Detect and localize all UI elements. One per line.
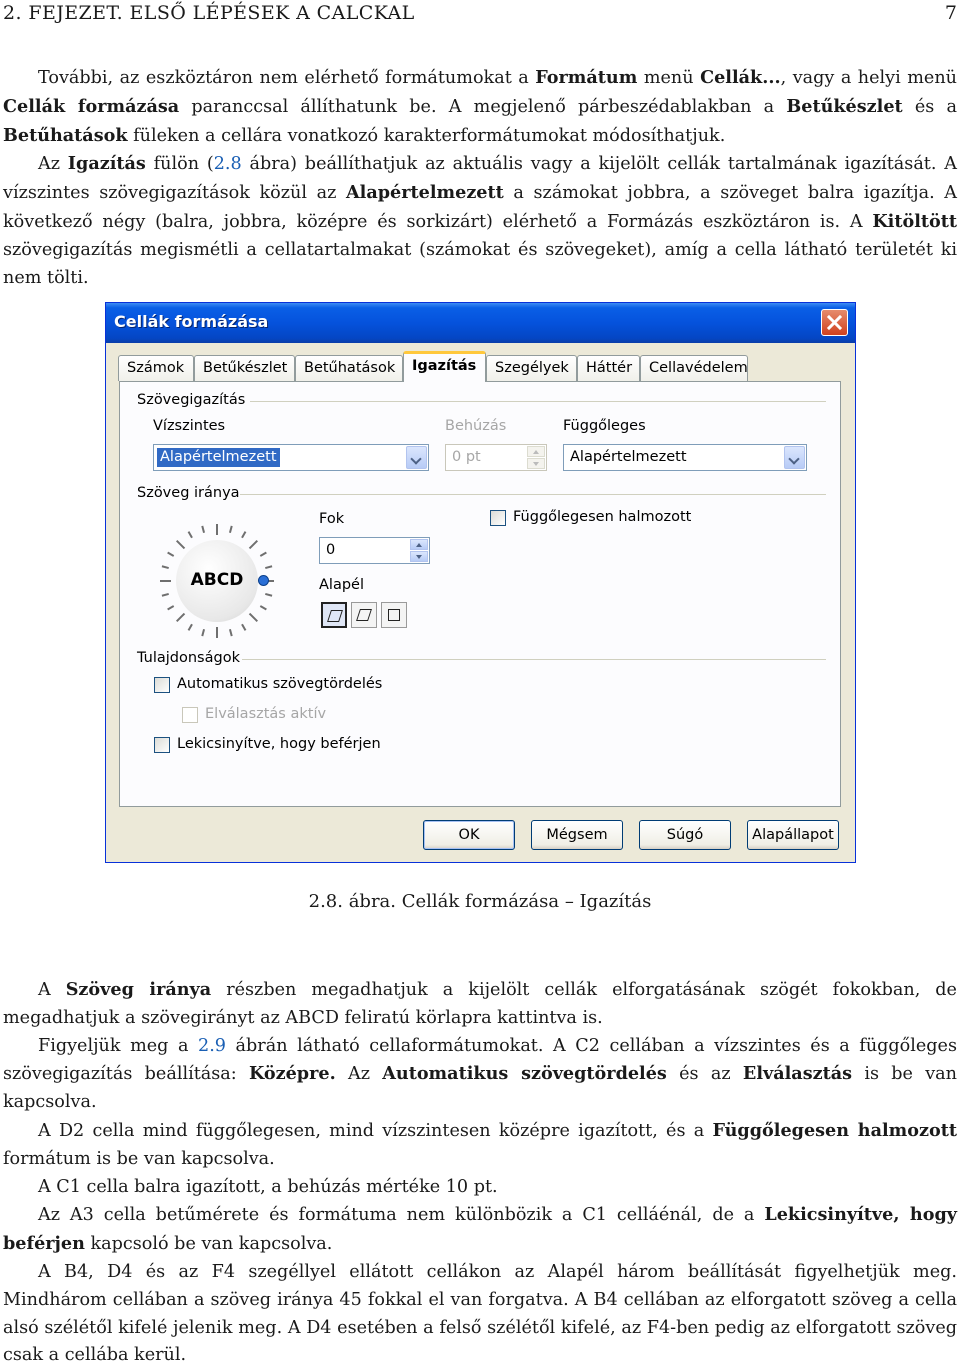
group-divider <box>240 494 826 495</box>
dial-handle[interactable] <box>258 575 269 586</box>
d2-sentence: A D2 cella mind függőlegesen, mind vízszintesen középre igazított, és a Függőlegesen halmozott formátum is be van kapcsolva. <box>3 1119 958 1169</box>
base-edge-bottom-button[interactable] <box>321 602 347 628</box>
dial-tick <box>230 526 232 533</box>
indent-value: 0 pt <box>452 449 481 465</box>
edge-bottom-icon <box>327 610 343 622</box>
tab-igazitas[interactable]: Igazítás <box>403 351 486 382</box>
dial-tick <box>189 532 193 538</box>
shrink-checkbox[interactable] <box>154 737 170 753</box>
vertical-select[interactable] <box>563 444 807 471</box>
base-edge-sentence: A B4, D4 és az F4 szegéllyel ellátott cellákon az Alapél három beállítását figyelhetjük meg. Mindhárom cellában a szöveg iránya 45 fokkal el van forgatva. A B4 cellában az elforgatott szöveg a cella alsó szélétől kifelé jelenik meg. A D4 esetében a felső szélétől kifelé, az F4-ben pedig az elforgatott szöveg csak a cellába kerül. <box>3 1261 957 1366</box>
format-cells-dialog <box>105 302 856 863</box>
dial-tick <box>260 606 266 610</box>
close-icon <box>822 310 847 335</box>
help-button[interactable]: Súgó <box>639 820 731 850</box>
tab-szegelyek[interactable]: Szegélyek <box>486 355 577 381</box>
edge-top-icon <box>356 609 372 621</box>
tab-cellavedelem[interactable]: Cellavédelem <box>640 355 748 381</box>
degree-label: Fok <box>319 511 345 527</box>
tab-hatter[interactable]: Háttér <box>577 355 640 381</box>
group-text-direction: Szöveg iránya <box>137 485 240 501</box>
intro-paragraph <box>3 64 957 292</box>
dial-tick <box>242 532 246 538</box>
spinner-arrows-icon[interactable] <box>410 539 428 562</box>
c1-sentence: A C1 cella balra igazított, a behúzás mértéke 10 pt. <box>38 1176 498 1197</box>
group-divider <box>250 401 826 402</box>
group-text-alignment: Szövegigazítás <box>137 392 246 408</box>
stacked-checkbox[interactable] <box>490 510 506 526</box>
chevron-down-icon[interactable] <box>406 446 427 469</box>
horizontal-select[interactable] <box>153 444 429 471</box>
base-edge-inside-button[interactable] <box>381 602 407 628</box>
degree-spinner[interactable] <box>319 537 430 564</box>
hyphenation-label: Elválasztás aktív <box>205 706 327 722</box>
cancel-button[interactable]: Mégsem <box>531 820 623 850</box>
dial-tick <box>162 566 169 568</box>
dial-tick <box>250 614 258 622</box>
dialog-title: Cellák formázása <box>114 312 269 331</box>
reset-button[interactable]: Alapállapot <box>747 820 839 850</box>
figure-ref-link[interactable]: 2.8 <box>213 154 242 175</box>
dial-text: ABCD <box>190 570 244 590</box>
dialog-titlebar[interactable] <box>106 303 855 343</box>
group-divider <box>242 659 826 660</box>
stacked-label: Függőlegesen halmozott <box>513 509 692 525</box>
dial-tick <box>260 553 266 557</box>
vertical-value: Alapértelmezett <box>570 449 687 465</box>
dial-tick <box>265 594 272 596</box>
dial-tick <box>242 624 246 630</box>
tab-szamok[interactable]: Számok <box>118 355 194 381</box>
chevron-down-icon[interactable] <box>784 446 805 469</box>
page-number: 7 <box>944 2 957 24</box>
text-rotation-dial[interactable] <box>158 522 276 640</box>
indent-label: Behúzás <box>445 418 507 434</box>
vertical-label: Függőleges <box>563 418 646 434</box>
horizontal-label: Vízszintes <box>153 418 226 434</box>
alignment-sentence: Az Igazítás fülön (2.8 ábra) beállíthatjuk az aktuális vagy a kijelölt cellák tartalmának igazítását. A vízszintes szövegigazítások közül az Alapértelmezett a számokat jobbra, a szöveget balra igazítja. A következő négy (balra, jobbra, középre és sorkizárt) elérhető a Formázás eszköztáron is. A Kitöltött szövegigazítás megismétli a cellatartalmakat (számokat és szövegeket), amíg a cella látható területét ki nem tölti. <box>3 153 957 288</box>
dial-tick <box>250 541 258 549</box>
page-header <box>3 2 957 28</box>
dial-tick <box>162 594 169 596</box>
dial-tick <box>177 541 185 549</box>
dial-tick <box>202 526 204 533</box>
figure-caption: 2.8. ábra. Cellák formázása – Igazítás <box>308 891 652 912</box>
close-button[interactable] <box>821 309 848 336</box>
dial-tick <box>189 624 193 630</box>
explanation-paragraphs <box>3 976 957 1370</box>
indent-spinner[interactable] <box>445 444 547 471</box>
intro-sentence: További, az eszköztáron nem elérhető formátumokat a Formátum menü Cellák..., vagy a helyi menü Cellák formázása paranccsal állíthatunk be. A megjelenő párbeszédablakban a Betűkészlet és a Betűhatások füleken a cellára vonatkozó karakterformátumokat módosíthatjuk. <box>3 67 957 146</box>
tab-betukeszlet[interactable]: Betűkészlet <box>194 355 295 381</box>
horizontal-value: Alapértelmezett <box>157 448 280 467</box>
degree-value: 0 <box>326 542 336 558</box>
alignment-panel <box>119 381 841 807</box>
c2-sentence: Figyeljük meg a 2.9 ábrán látható cellaformátumokat. A C2 cellában a vízszintes és a függőleges szövegigazítás beállítása: Középre. Az Automatikus szövegtördelés és az Elválasztás is be van kapcsolva. <box>3 1035 958 1113</box>
tab-betuhatasok[interactable]: Betűhatások <box>295 355 403 381</box>
chapter-heading: 2. FEJEZET. ELSŐ LÉPÉSEK A CALCKAL <box>3 2 415 24</box>
a3-sentence: Az A3 cella betűmérete és formátuma nem különbözik a C1 celláénál, de a Lekicsinyítve, hogy beférjen kapcsoló be van kapcsolva. <box>3 1204 957 1255</box>
figure-ref-link[interactable]: 2.9 <box>198 1035 226 1056</box>
dial-tick <box>168 606 174 610</box>
group-properties: Tulajdonságok <box>137 650 240 666</box>
shrink-label: Lekicsinyítve, hogy beférjen <box>177 736 381 752</box>
ok-button[interactable]: OK <box>423 820 515 850</box>
dial-tick <box>265 566 272 568</box>
base-edge-top-button[interactable] <box>351 602 377 628</box>
dial-tick <box>177 614 185 622</box>
dial-tick <box>168 553 174 557</box>
edge-inside-icon <box>388 609 400 621</box>
wrap-checkbox[interactable] <box>154 677 170 693</box>
base-edge-label: Alapél <box>319 577 364 593</box>
hyphenation-checkbox[interactable] <box>182 707 198 723</box>
text-direction-sentence: A Szöveg iránya részben megadhatjuk a kijelölt cellák elforgatásának szögét fokokban, de megadhatjuk a szövegirányt az ABCD feliratú körlapra kattintva is. <box>3 979 957 1028</box>
wrap-label: Automatikus szövegtördelés <box>177 676 383 692</box>
spinner-arrows-icon[interactable] <box>527 446 545 469</box>
dial-tick <box>230 629 232 636</box>
dial-tick <box>202 629 204 636</box>
